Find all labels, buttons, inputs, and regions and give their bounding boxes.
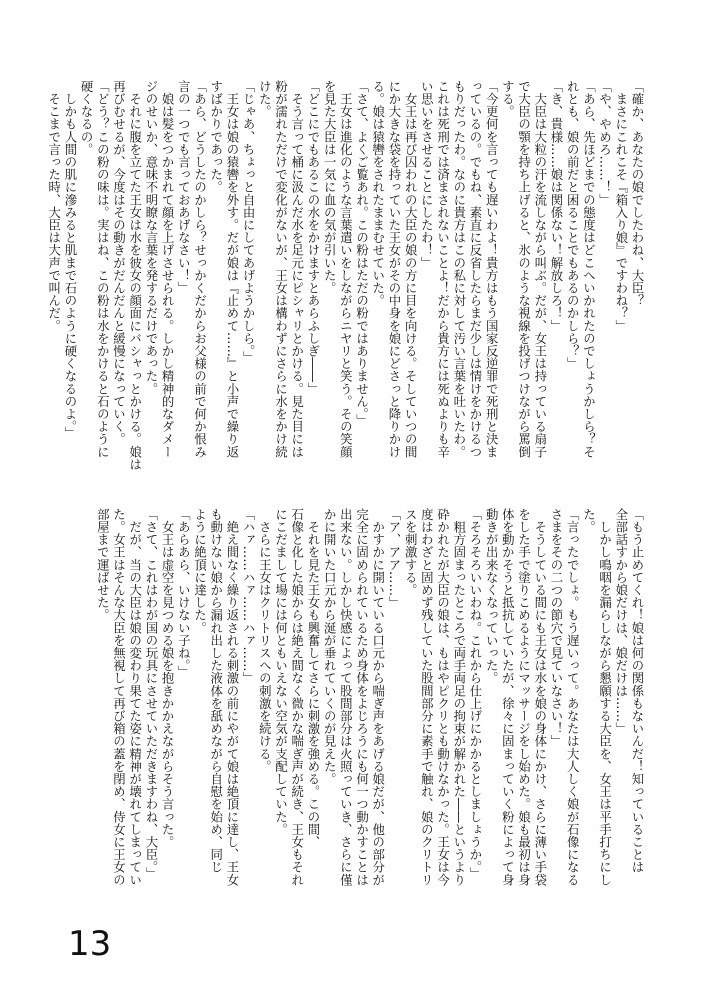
top-paragraph: い思いをさせることにしたわ！」 — [419, 80, 435, 269]
bottom-paragraph: 体を動かそうと抵抗していたが、徐々に固まっていく粉によって身 — [500, 508, 516, 886]
bottom-paragraph: 砕かれたが大臣の娘は、もはやピクリとも動けなかった。王女は今 — [435, 508, 451, 886]
bottom-paragraph: だが、当の大臣は娘の変わり果てた姿に精神が壊れてしまってい — [127, 508, 143, 886]
top-paragraph: 「じゃあ、ちょっと自由にしてあげようかしら。」 — [241, 80, 257, 364]
top-text-block — [46, 80, 645, 492]
bottom-paragraph: にこだまして場には何ともいえない空気が支配していた。 — [273, 508, 289, 836]
bottom-paragraph: 粗方固まったところで両手両足の拘束が解かれた――というより — [451, 508, 467, 886]
bottom-paragraph: 完全に固められているため身体をよじろうにも何一つ動かすことは — [354, 508, 370, 886]
top-paragraph: 言の一つでも言っておあげなさい！」 — [176, 80, 192, 295]
top-paragraph: ジのせいか、意味不明瞭な言葉を発するだけであった。 — [143, 80, 159, 395]
top-paragraph: 王女は娘の猿轡を外す。だが娘は『止めて……』と小声で繰り返 — [224, 80, 240, 458]
top-paragraph: っているの。でもね、素直に反省したらまだ少しは情けをかけるつ — [467, 80, 483, 458]
bottom-paragraph: た。 — [581, 508, 597, 534]
top-paragraph: で大臣の顎を持ち上げると、氷のような視線を投げつけながら罵倒 — [516, 80, 532, 458]
bottom-paragraph: 「もう止めてくれ！娘は何の関係もないんだ！知っていることは — [630, 508, 645, 874]
top-paragraph: 「さて、よくご覧あれ。この粉はただの粉ではありません。」 — [354, 80, 370, 427]
top-paragraph: 「あら、先ほどまでの態度はどこへいかれたのでしょうかしら？そ — [581, 80, 597, 458]
top-paragraph: 粉が濡れただけで変化がないが、王女は構わずにさらに水をかけ続 — [273, 80, 289, 458]
top-paragraph: もりだったわ。なのに貴方はこの私に対して汚い言葉を吐いたわ。 — [451, 80, 467, 458]
top-paragraph: それに腹を立てた王女は水を彼女の顔面にバシャっとかける。娘は — [127, 80, 143, 471]
bottom-paragraph: をした手で塗りこめるようにマッサージをし始めた。娘も最初は身 — [516, 508, 532, 886]
top-paragraph: する。 — [500, 80, 516, 118]
bottom-paragraph: しかし鳴咽を漏らしながら懇願する大臣を、女王は平手打ちにし — [597, 508, 613, 886]
bottom-paragraph: 「ア、アア……」 — [386, 508, 402, 609]
top-paragraph: 「今更何を言っても遅いわよ！貴方はもう国家反逆罪で死刑と決ま — [484, 80, 500, 458]
top-paragraph: そう言って桶に汲んだ水を足元にピシャリとかける。見た目には — [289, 80, 305, 458]
bottom-paragraph: それを見た王女も興奮してさらに刺激を強める。この間、 — [305, 508, 321, 849]
page-number: 13 — [68, 924, 112, 964]
bottom-paragraph: 「そろそろいいわね。これから仕上げにかかるとしましょうか。」 — [467, 508, 483, 880]
bottom-paragraph: さまをその二つの節穴で見ていなさい！」 — [548, 508, 564, 748]
bottom-paragraph: スを刺激する。 — [403, 508, 419, 597]
top-paragraph: 「き、貴様……娘は関係ない！解放しろ！」 — [548, 80, 564, 332]
top-paragraph: る。娘は猿轡をされたままむせていた。 — [370, 80, 386, 307]
top-paragraph: 王女は進化のような言葉遣いをしながらニヤリと笑う。その笑顔 — [338, 80, 354, 458]
top-paragraph: しかも人間の肌に滲みると肌まで石のように硬くなるのよ。」 — [62, 80, 78, 440]
bottom-paragraph: 石像と化した娘からは絶え間なく微かな喘ぎ声が続き、王女もそれ — [289, 508, 305, 886]
top-paragraph: を見た大臣は一気に血の気が引いた。 — [322, 80, 338, 295]
bottom-paragraph: 女王は虚空を見つめる娘を抱きかかえながらそう言った。 — [160, 508, 176, 849]
bottom-paragraph: も動けない娘から漏れ出した液体を舐めながら自慰を始め、同じ — [208, 508, 224, 874]
bottom-paragraph: 部屋まで運ばせた。 — [95, 508, 111, 622]
top-paragraph: 女王は再び囚われの大臣の娘の方に目を向ける。そしていつの間 — [403, 80, 419, 458]
bottom-paragraph: 全部話すから娘だけは、娘だけは……」 — [613, 508, 629, 735]
bottom-paragraph: 動きが出来なくなっていった。 — [484, 508, 500, 685]
bottom-paragraph: た。女王はそんな大臣を無視して再び箱の蓋を閉め、侍女に王女の — [111, 508, 127, 886]
top-paragraph: 大臣は大粒の汗を流しながら叫ぶ。だが、女王は持っている扇子 — [532, 80, 548, 458]
top-paragraph: 娘は髪をつかまれて顔を上げさせられる。しかし精神的なダメー — [160, 80, 176, 458]
top-paragraph: 「確か、あなたの娘でしたわね、大臣？ — [630, 80, 645, 307]
bottom-paragraph: 度はわざと固めず残していた股間部分に素手で触れ、娘のクリトリ — [419, 508, 435, 886]
bottom-text-block — [55, 508, 645, 928]
bottom-paragraph: そうしている間にも王女は水を娘の身体にかけ、さらに薄い手袋 — [532, 508, 548, 886]
bottom-paragraph: ように絶頂に達した。 — [192, 508, 208, 634]
top-paragraph: けた。 — [257, 80, 273, 118]
bottom-paragraph: 絶え間なく繰り返される刺激の前にやがて娘は絶頂に達し、王女 — [224, 508, 240, 886]
top-paragraph: これは死刑では済まされないことよ！だから貴方には死ぬよりも辛 — [435, 80, 451, 458]
top-paragraph: そこまで言った時、大臣は大声で叫んだ。 — [46, 80, 62, 332]
top-paragraph: すばかりであった。 — [208, 80, 224, 194]
top-paragraph: 「や、やめろ……！」 — [597, 80, 613, 206]
bottom-paragraph: 「さて、これはわが国の玩具にさせていただきますわね、大臣。」 — [143, 508, 159, 880]
bottom-paragraph: かすかに開いている口元から喘ぎ声をあげる娘だが、他の部分が — [370, 508, 386, 886]
top-paragraph: 「どう？この粉の味は。実はね、この粉は水をかけると石のように — [95, 80, 111, 458]
top-paragraph: れとも、娘の前だと困ることでもあるのかしら？」 — [565, 80, 581, 370]
bottom-paragraph: 「ハァ……ハァ……ハァ……」 — [241, 508, 257, 685]
bottom-paragraph: 「あらあら、いけない子ね。」 — [176, 508, 192, 679]
bottom-paragraph: 「言ったでしょ。もう遅いって。あなたは大人しく娘が石像になる — [565, 508, 581, 886]
top-paragraph: まさにこれこそ『箱入り娘』ですわね？」 — [613, 80, 629, 332]
bottom-paragraph: さらに王女はクリトリスへの刺激を続ける。 — [257, 508, 273, 773]
bottom-paragraph: 出来ない。しかし快感によって股間部分は火照っていき、さらに僅 — [338, 508, 354, 886]
top-paragraph: 「どこにでもあるこの水をかけますとあらふしぎ――」 — [305, 80, 321, 395]
top-paragraph: 再びむせるが、今度はその動きがだんだんと緩慢になっていく。 — [111, 80, 127, 446]
top-paragraph: 硬くなるの。 — [79, 80, 95, 156]
top-paragraph: 「あら、どうしたのかしら？せっかくだからお父様の前で何か恨み — [192, 80, 208, 458]
bottom-paragraph: かに開いた口元から涎が垂れていくのが見えた。 — [322, 508, 338, 786]
top-paragraph: にか大きな袋を持っていた王女がその中身を娘にどさっと降りかけ — [386, 80, 402, 458]
